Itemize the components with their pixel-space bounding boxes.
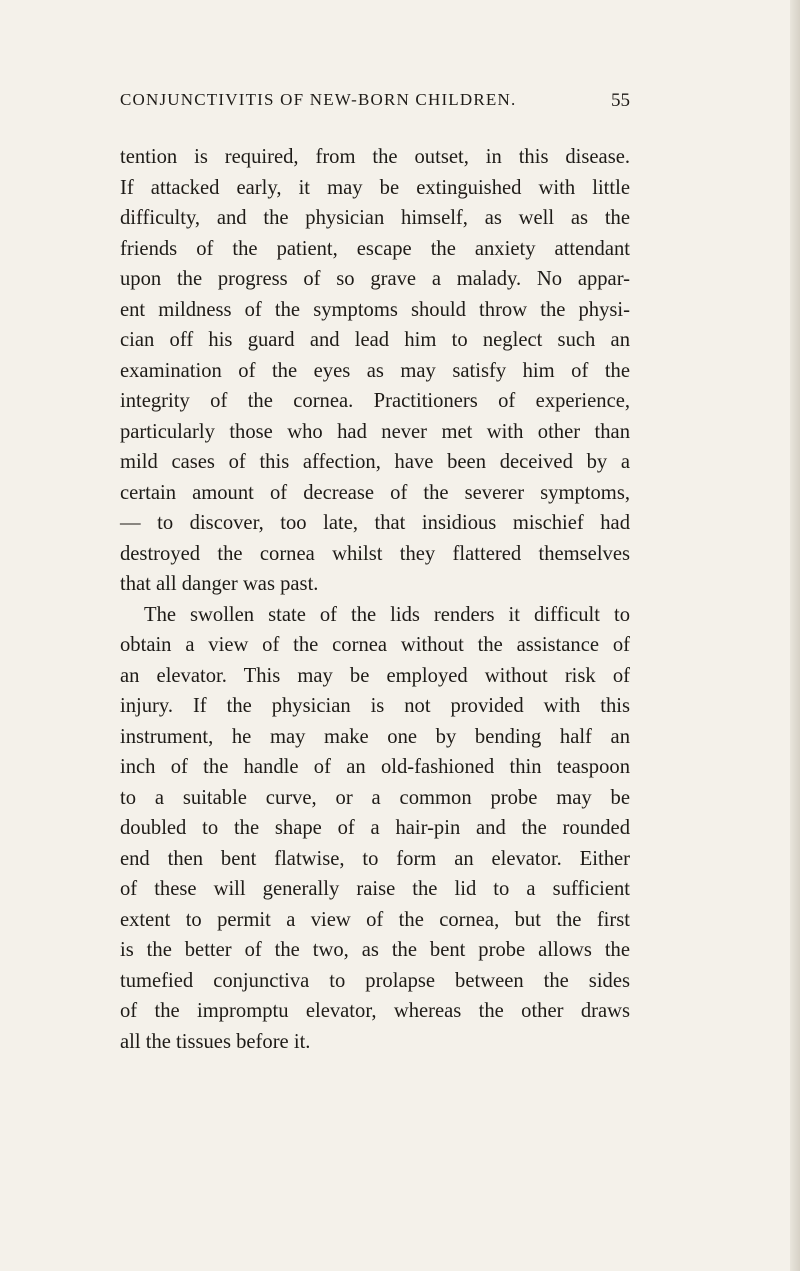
paragraph-1	[120, 142, 630, 600]
page-edge	[790, 0, 800, 1271]
text-line: is the better of the two, as the bent probe allows the	[120, 939, 630, 961]
page-number: 55	[611, 90, 630, 111]
page-header	[120, 90, 630, 120]
text-line: instrument, he may make one by bending half an	[120, 725, 630, 748]
text-line: of the impromptu elevator, whereas the other draws	[120, 1000, 630, 1022]
body-text	[120, 142, 630, 1057]
text-line: doubled to the shape of a hair-pin and the rounded	[120, 817, 630, 839]
text-line: integrity of the cornea. Practitioners of experience,	[120, 390, 630, 412]
text-line: examination of the eyes as may satisfy him of the	[120, 359, 630, 382]
text-line: The swollen state of the lids renders it difficult to	[144, 603, 630, 626]
text-line: to a suitable curve, or a common probe may be	[120, 786, 630, 809]
paragraph-2	[120, 600, 630, 1058]
text-line: of these will generally raise the lid to a sufficient	[120, 878, 630, 900]
text-line: cian off his guard and lead him to neglect such an	[120, 329, 630, 351]
text-line: tention is required, from the outset, in this disease.	[120, 146, 630, 168]
text-line: If attacked early, it may be extinguished with little	[120, 176, 630, 199]
text-line: all the tissues before it.	[120, 1030, 311, 1053]
text-line: extent to permit a view of the cornea, but the first	[120, 908, 630, 931]
text-line: tumefied conjunctiva to prolapse between the sides	[120, 969, 630, 992]
text-line: inch of the handle of an old-fashioned thin teaspoon	[120, 756, 630, 778]
text-line: friends of the patient, escape the anxiety attendant	[120, 237, 630, 260]
text-line: destroyed the cornea whilst they flattered themselves	[120, 542, 630, 565]
running-head: CONJUNCTIVITIS OF NEW-BORN CHILDREN.	[120, 90, 517, 109]
text-line: — to discover, too late, that insidious mischief had	[120, 512, 630, 534]
text-line: difficulty, and the physician himself, as well as the	[120, 207, 630, 229]
text-line: ent mildness of the symptoms should throw the physi-	[120, 298, 630, 321]
text-line: an elevator. This may be employed without risk of	[120, 664, 630, 687]
text-line: end then bent flatwise, to form an elevator. Either	[120, 847, 630, 870]
text-line: mild cases of this affection, have been deceived by a	[120, 451, 630, 473]
text-line: particularly those who had never met with other than	[120, 420, 630, 443]
text-line: obtain a view of the cornea without the assistance of	[120, 634, 630, 656]
text-line: that all danger was past.	[120, 573, 319, 595]
text-line: injury. If the physician is not provided with this	[120, 695, 630, 717]
text-line: certain amount of decrease of the severer symptoms,	[120, 481, 630, 504]
text-line: upon the progress of so grave a malady. No appar-	[120, 268, 630, 290]
